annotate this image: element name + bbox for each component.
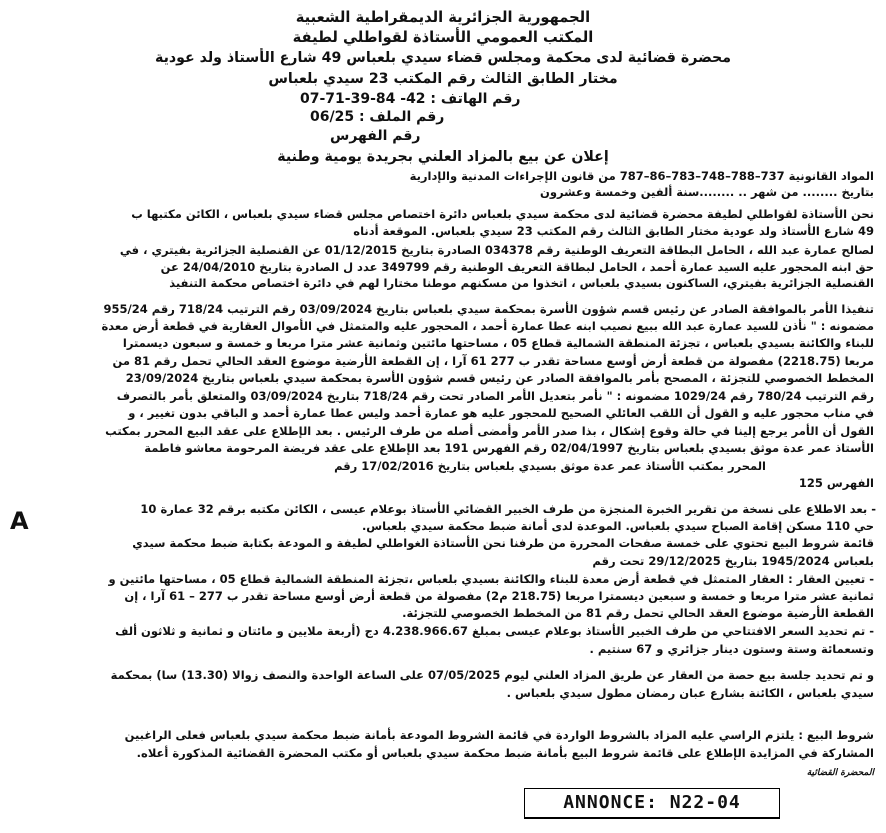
bailiff-stamp: المحضرة القضائية bbox=[806, 768, 874, 778]
body-line: مضمونه : " نأذن للسيد عمارة عبد الله ببيع نصيب ابنه عطا عمارة أحمد ، المحجور عليه والمتمثل في الأموال العقارية في قطعة أرض معدة bbox=[101, 319, 874, 333]
body-line: المخطط الخصوصي للتجزئة ، المصحح بأمر بالموافقة الصادر عن رئيس قسم شؤون الأسرة بمحكمة سيدي بلعباس بتاريخ 23/09/2024 bbox=[125, 371, 874, 385]
header-bailiff: محضرة قضائية لدى محكمة ومجلس قضاء سيدي بلعباس 49 شارع الأستاذ ولد عودية bbox=[154, 50, 732, 66]
body-line: القول أن الأمر يرجع إلينا في حالة وقوع إشكال ، بذا صدر الأمر وأمضى أصله من طرف الرئيس . بعد الإطلاع على عقد البيع المحرر بمكتب bbox=[105, 424, 874, 438]
body-line: و تم تحديد جلسة بيع حصة من العقار عن طريق المزاد العلني ليوم 07/05/2025 على الساعة الواحدة والنصف زوالا (13.30) سا) بمحكمة bbox=[110, 668, 874, 682]
body-line: لصالح عمارة عبد الله ، الحامل البطاقة التعريف الوطنية رقم 034378 الصادرة بتاريخ 01/12/2015 عن القنصلية الجزائرية بفيتري ، في bbox=[119, 243, 874, 257]
body-line: سيدي بلعباس ، الكائنة بشارع عبان رمضان مطول سيدي بلعباس . bbox=[506, 686, 874, 700]
annonce-number: ANNONCE: N22-04 bbox=[524, 788, 780, 818]
notice-title: إعلان عن بيع بالمزاد العلني بجريدة يومية وطنية bbox=[277, 149, 609, 165]
body-line: الفهرس 125 bbox=[798, 476, 874, 490]
header-file-number: رقم الملف : 06/25 bbox=[310, 109, 445, 125]
header-index: رقم الفهرس bbox=[330, 128, 421, 144]
body-line: بلعباس 1945/2024 بتاريخ 29/12/2025 تحت رقم bbox=[592, 554, 874, 568]
body-line: للبناء والكائنة بسيدي بلعباس ، تجزئة المنطقة الشمالية قطاع 05 ، مساحتها مائتين وثمانية عشر مترا مربعا و خمسة و سبعون ديسمترا bbox=[122, 336, 874, 350]
header-phone: رقم الهاتف : 42- 84-39-71-07 bbox=[300, 91, 521, 107]
body-line: القطعة الأرضية موضوع العقد الحالي تحمل رقم 81 من المخطط الخصوصي للتجزئة. bbox=[402, 606, 874, 620]
body-line: - تعيين العقار : العقار المتمثل في قطعة أرض معدة للبناء والكائنة بسيدي بلعباس ،تجزئة المنطقة الشمالية قطاع 05 ، مساحتها مائتين و bbox=[108, 572, 874, 586]
body-line: مربعا (2218.75) مفصولة من قطعة أرض أوسع مساحة تقدر ب 277 61 آرا ، إن القطعة الأرضية موضوع العقد الحالي تحمل رقم 81 من bbox=[112, 354, 874, 368]
body-line: حق ابنه المحجور عليه السيد عمارة أحمد ، الحامل لبطاقة التعريف الوطنية رقم 349799 عدد ل الصادرة بتاريخ 24/04/2010 عن bbox=[160, 260, 874, 274]
header-address: مختار الطابق الثالث رقم المكتب 23 سيدي بلعباس bbox=[268, 71, 618, 87]
body-line: ثمانية عشر مترا مربعا و خمسة و سبعين ديسمترا مربعا (218.75 م2) مفصولة من قطعة أرض أوسع مساحة تقدر ب 277 – 61 آرا ، إن bbox=[124, 589, 874, 603]
header-office: المكتب العمومي الأستاذة لقواطلي لطيفة bbox=[292, 28, 594, 46]
building-letter: A bbox=[10, 507, 29, 535]
body-line: نحن الأستاذة لقواطلي لطيفة محضرة قضائية لدى محكمة سيدي بلعباس دائرة اختصاص مجلس قضاء سيدي بلعباس ، الكائن مكتبها ب bbox=[131, 207, 874, 221]
body-line: في مناب محجور عليه و القول أن اللقب العائلي الصحيح للمحجور عليه هو عمارة أحمد وليس عطا عمارة أحمد و الباقي بدون تغيير ، و bbox=[128, 406, 874, 420]
body-line: رقم الترتيب 780/24 رقم 1029/24 مضمونه : " نأمر بتعديل الأمر الصادر تحت رقم 718/24 بتاريخ 03/09/2024 والمتعلق بأمر بالتصرف bbox=[116, 389, 874, 403]
body-line: الأستاذ عمر عدة موثق بسيدي بلعباس بتاريخ 02/04/1997 رقم الفهرس 191 بعد الإطلاع على عقد فريضة المرحومة معاشو فاطمة bbox=[144, 441, 874, 455]
body-line: المحرر بمكتب الأستاذ عمر عدة موثق بسيدي بلعباس بتاريخ 17/02/2016 رقم bbox=[334, 459, 766, 473]
body-line: - بعد الاطلاع على نسخة من تقرير الخبرة المنجزة من طرف الخبير القضائي الأستاذ بوعلام عيسى ، الكائن مكتبه برقم 32 عمارة 10 bbox=[140, 502, 876, 516]
body-line: - تم تحديد السعر الافتتاحي من طرف الخبير الأستاذ بوعلام عيسى بمبلغ 4.238.966.67 دج (أربعة ملايين و مائتان و ثمانية و ثلاثون ألف bbox=[115, 624, 874, 638]
body-line: القنصلية الجزائرية بفيتري، الساكنون بسيدي بلعباس ، اتخذوا من مسكنهم موطنا مختارا لهم في دائرة اختصاص محكمة التنفيذ bbox=[169, 276, 874, 290]
body-line: 49 شارع الأستاذ ولد عودية مختار الطابق الثالث رقم المكتب 23 سيدي بلعباس. الموقعة أدناه bbox=[353, 224, 874, 238]
body-line: حي 110 مسكن إقامة الصباح سيدي بلعباس. الموعدة لدى أمانة ضبط محكمة سيدي بلعباس. bbox=[361, 519, 874, 533]
body-line: وتسعمائة وستة وستون دينار جزائري و 67 سنتيم . bbox=[589, 642, 874, 656]
body-line: تنفيذا الأمر بالموافقة الصادر عن رئيس قسم شؤون الأسرة بمحكمة سيدي بلعباس بتاريخ 03/09/2024 رقم الترتيب 718/24 رقم 955/24 bbox=[103, 302, 874, 316]
body-line: المشاركة في المزايدة الإطلاع على قائمة شروط البيع بأمانة ضبط محكمة سيدي بلعباس أو مكتب المحضرة القضائية المذكورة أعلاه. bbox=[136, 746, 874, 760]
body-line: المواد القانونية 737–788–748–783–86–787 من قانون الإجراءات المدنية والإدارية bbox=[409, 169, 874, 183]
body-line: شروط البيع : يلتزم الراسي عليه المزاد بالشروط الواردة في قائمة الشروط المودعة بأمانة ضبط محكمة سيدي بلعباس فعلى الراغبين bbox=[124, 728, 874, 742]
body-line: قائمة شروط البيع تحتوي على خمسة صفحات المحررة من طرفنا نحن الأستاذة الغواطلي لطيفة و المودعة بكتابة ضبط محكمة سيدي bbox=[132, 536, 874, 550]
header-republic: الجمهورية الجزائرية الديمقراطية الشعبية bbox=[295, 8, 591, 26]
body-line: بتاريخ ........ من شهر .. ........سنة ألفين وخمسة وعشرون bbox=[540, 185, 874, 199]
